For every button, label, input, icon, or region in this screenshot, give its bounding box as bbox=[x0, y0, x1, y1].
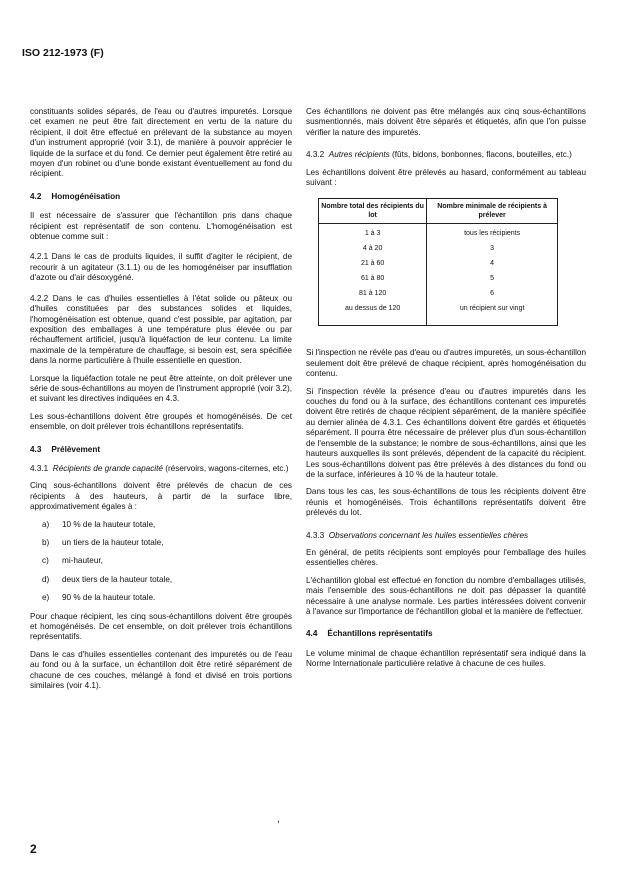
table-header-row bbox=[319, 199, 558, 224]
paragraph: Il est nécessaire de s'assurer que l'échantillon pris dans chaque récipient est représentatif de son contenu. L'homogénéisation est obtenue comme suit : bbox=[30, 211, 292, 242]
subsection-title-rest: (fûts, bidons, bonbonnes, flacons, bouteilles, etc.) bbox=[389, 150, 572, 160]
section-heading-4-3 bbox=[30, 445, 292, 455]
subsection-title-rest: (réservoirs, wagons-citernes, etc.) bbox=[162, 463, 289, 473]
paragraph: Pour chaque récipient, les cinq sous-échantillons doivent être groupés et homogénéisés. De cet ensemble, on doit prélever trois échantillons représentatifs. bbox=[30, 611, 292, 642]
table-row bbox=[319, 242, 558, 257]
sampling-table bbox=[318, 198, 558, 326]
list-item bbox=[30, 575, 292, 585]
subsection-number: 4.3.3 bbox=[306, 530, 325, 540]
section-number: 4.3 bbox=[30, 444, 42, 454]
list-item bbox=[30, 556, 292, 566]
subsection-heading-4-3-2 bbox=[306, 150, 586, 160]
list-text: deux tiers de la hauteur totale, bbox=[62, 574, 173, 584]
table-cell: 6 bbox=[427, 287, 558, 302]
list-label: c) bbox=[42, 556, 49, 566]
table-cell: 81 à 120 bbox=[319, 287, 427, 302]
table-cell: 4 à 20 bbox=[319, 242, 427, 257]
subsection-title: Récipients de grande capacité bbox=[52, 463, 163, 473]
list-text: 10 % de la hauteur totale, bbox=[62, 519, 156, 529]
table-cell: 1 à 3 bbox=[319, 224, 427, 243]
list-text: 90 % de la hauteur totale. bbox=[62, 593, 156, 603]
section-number: 4.4 bbox=[306, 629, 318, 639]
table-cell: 4 bbox=[427, 257, 558, 272]
table-row bbox=[319, 224, 558, 243]
list-label: b) bbox=[42, 538, 50, 547]
paragraph: constituants solides séparés, de l'eau ou d'autres impuretés. Lorsque cet examen ne peut être fait directement en vertu de la nature du récipient, il doit être effectué en prélevant de la substance au moyen d'un instrument approprié (voir 3.1), de manière à pouvoir apprécier le liquide de la surface et du fond. Ce dernier peut également être retiré au moyen d'un robinet ou d'une bonde existant éventuellement au fond du récipient. bbox=[30, 107, 292, 179]
paragraph: Le volume minimal de chaque échantillon représentatif sera indiqué dans la Norme Internationale particulière relative à chacune de ces huiles. bbox=[306, 648, 586, 669]
page-number: 2 bbox=[30, 842, 37, 856]
subsection-heading-4-3-3 bbox=[306, 531, 586, 541]
table-cell: tous les récipients bbox=[427, 224, 558, 243]
paragraph: Lorsque la liquéfaction totale ne peut être atteinte, on doit prélever une série de sous-échantillons au moyen de l'instrument approprié (voir 3.2), et suivant les directives indiquées en 4.3. bbox=[30, 373, 292, 404]
paragraph: En général, de petits récipients sont employés pour l'emballage des huiles essentielles chères. bbox=[306, 547, 586, 568]
table-cell: au dessus de 120 bbox=[319, 302, 427, 326]
paragraph: Les échantillons doivent être prélevés au hasard, conformément au tableau suivant : bbox=[306, 167, 586, 188]
table-cell: 21 à 60 bbox=[319, 257, 427, 272]
table-cell: 61 à 80 bbox=[319, 272, 427, 287]
list-label: a) bbox=[42, 519, 50, 529]
table-row bbox=[319, 287, 558, 302]
paragraph: Si l'inspection ne révèle pas d'eau ou d'autres impuretés, un sous-échantillon seulement doit être prélevé de chaque récipient, après homogénéisation du contenu. bbox=[306, 348, 586, 379]
paragraph: L'échantillon global est effectué en fonction du nombre d'emballages utilisés, mais l'ensemble des sous-échantillons ne doit pas dépasser la quantité nécessaire à une analyse normale. Les parties intéressées doivent convenir à l'avance sur l'importance de l'échantillon global et la manière de l'effectuer. bbox=[306, 575, 586, 616]
subsection-heading-4-3-1 bbox=[30, 464, 292, 474]
section-title: Prélèvement bbox=[51, 444, 101, 454]
list-text: mi-hauteur, bbox=[62, 556, 103, 566]
list-label: e) bbox=[42, 593, 50, 603]
table-cell: un récipient sur vingt bbox=[427, 302, 558, 326]
subsection-number: 4.3.2 bbox=[306, 150, 325, 160]
paragraph: Si l'inspection révèle la présence d'eau ou d'autres impuretés dans les couches du fond ou à la surface, des échantillons contenant ces impuretés doivent être retirés de chaque récipient séparément, de la manière spécifiée au dernier alinéa de 4.3.1. Ces échantillons doivent être gardés et étiquetés séparément. Il pourra être nécessaire de prélever plus d'un sous-échantillon de l'ensemble de la substance; le nombre de sous-échantillons, ainsi que les hauteurs auxquelles ils sont prélevés, dépendent de la capacité du récipient. Les sous-échantillons doivent pas être prélevés à des distances du fond ou de la surface, inférieures à 10 % de la hauteur totale. bbox=[306, 386, 586, 479]
paragraph-4-2-2: 4.2.2 Dans le cas d'huiles essentielles à l'état solide ou pâteux ou d'huiles constituées par des substances solides et liquides, l'homogénéisation est obtenue, quand c'est possible, par agitation, par exposition des emballages à une température plus élevée ou par réchauffement artificiel, jusqu'à liquéfaction de leur contenu. La limite maximale de la température de chauffage, si besoin est, sera spécifiée dans la norme particulière à l'huile essentielle en question. bbox=[30, 293, 292, 366]
list-item bbox=[30, 520, 292, 530]
table-row bbox=[319, 302, 558, 326]
table-row bbox=[319, 257, 558, 272]
table-header-cell: Nombre total des récipients du lot bbox=[319, 199, 427, 224]
document-header: ISO 212-1973 (F) bbox=[22, 47, 104, 59]
list-item bbox=[30, 538, 292, 548]
section-heading-4-4 bbox=[306, 629, 586, 639]
right-column bbox=[306, 107, 586, 677]
section-number: 4.2 bbox=[30, 191, 42, 201]
list-text: un tiers de la hauteur totale, bbox=[62, 538, 164, 547]
left-column bbox=[30, 107, 292, 698]
paragraph-4-2-1: 4.2.1 Dans le cas de produits liquides, il suffit d'agiter le récipient, de recourir à un agitateur (3.1.1) ou de les homogénéiser par insufflation d'azote ou d'air désoxygéné. bbox=[30, 252, 292, 283]
section-title: Homogénéisation bbox=[51, 191, 121, 201]
subsection-number: 4.3.1 bbox=[30, 463, 49, 473]
stray-mark: , bbox=[277, 814, 280, 825]
paragraph: Ces échantillons ne doivent pas être mélangés aux cinq sous-échantillons susmentionnés, mais doivent être séparés et étiquetés, afin que l'on puisse vérifier la nature des impuretés. bbox=[306, 107, 586, 137]
subsection-title: Autres récipients bbox=[328, 150, 390, 160]
paragraph: Dans le cas d'huiles essentielles contenant des impuretés ou de l'eau au fond ou à la surface, un échantillon doit être retiré séparément de chacune de ces couches, mélangé à fond et divisé en trois portions similaires (voir 4.1). bbox=[30, 649, 292, 691]
section-heading-4-2 bbox=[30, 192, 292, 202]
subsection-title: Observations concernant les huiles essentielles chères bbox=[328, 530, 529, 540]
table-cell: 3 bbox=[427, 242, 558, 257]
table-cell: 5 bbox=[427, 272, 558, 287]
paragraph: Dans tous les cas, les sous-échantillons de tous les récipients doivent être réunis et homogénéisés. Trois échantillons représentatifs doivent être prélevés du lot. bbox=[306, 487, 586, 518]
height-list bbox=[30, 520, 292, 604]
list-item bbox=[30, 593, 292, 603]
table-row bbox=[319, 272, 558, 287]
paragraph: Les sous-échantillons doivent être groupés et homogénéisés. De cet ensemble, on doit prélever trois échantillons représentatifs. bbox=[30, 411, 292, 432]
list-label: d) bbox=[42, 574, 50, 584]
section-title: Échantillons représentatifs bbox=[327, 629, 433, 639]
table-header-cell: Nombre minimale de récipients à prélever bbox=[427, 199, 558, 224]
paragraph: Cinq sous-échantillons doivent être prélevés de chacun de ces récipients à des hauteurs, à partir de la surface libre, approximativement égales à : bbox=[30, 481, 292, 512]
